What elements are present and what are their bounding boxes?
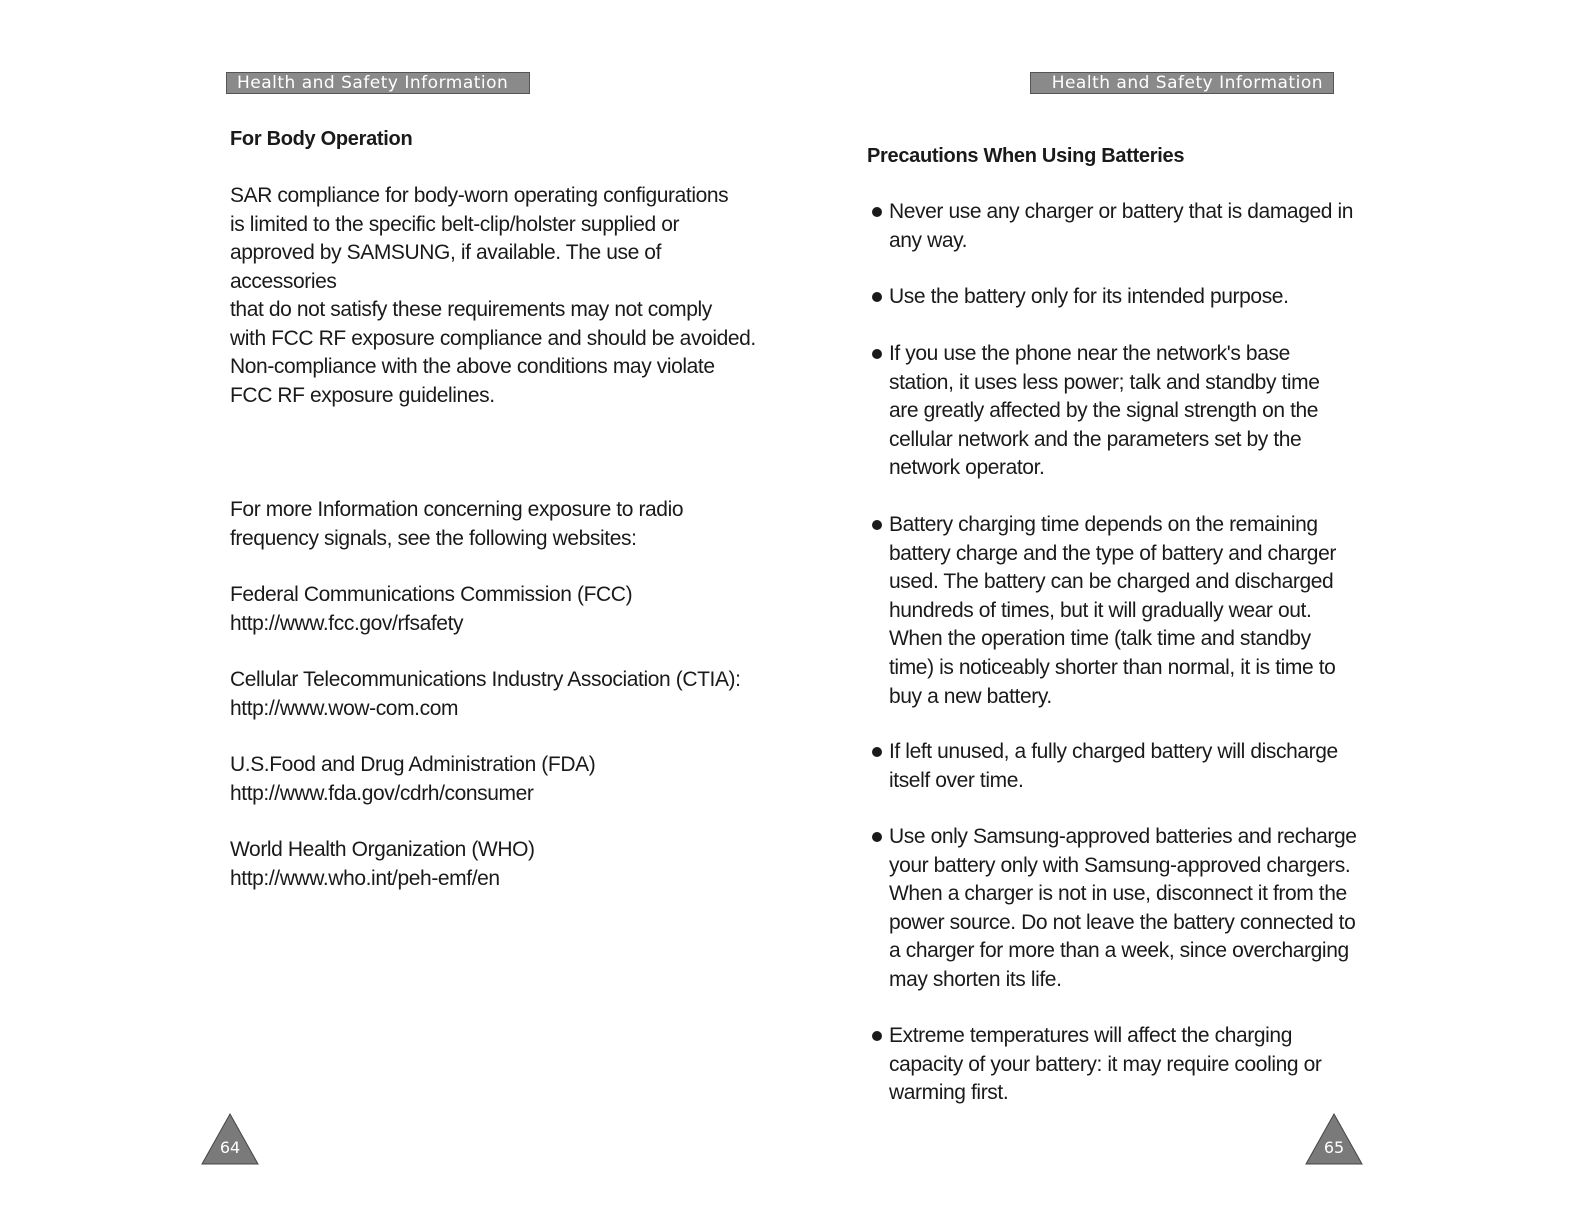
resource-name: Federal Communications Commission (FCC) — [230, 583, 633, 606]
bullet-icon — [872, 747, 882, 757]
page-number: 64 — [219, 1138, 241, 1157]
resource-name: World Health Organization (WHO) — [230, 838, 535, 861]
list-item-text: Use the battery only for its intended purpose. — [889, 285, 1289, 308]
more-info-paragraph: For more Information concerning exposure to radio frequency signals, see the following websites: — [230, 498, 684, 550]
list-item-text: If left unused, a fully charged battery will discharge itself over time. — [889, 740, 1338, 792]
bullet-icon — [872, 832, 882, 842]
right-page — [789, 0, 1578, 1221]
bullet-icon — [872, 349, 882, 359]
resource-url-link[interactable]: http://www.fda.gov/cdrh/consumer — [230, 781, 534, 805]
list-item-text: Extreme temperatures will affect the charging capacity of your battery: it may require cooling or warming first. — [889, 1024, 1322, 1105]
non-compliance-paragraph: Non-compliance with the above conditions may violate FCC RF exposure guidelines. — [230, 355, 715, 407]
resource-url-link[interactable]: http://www.fcc.gov/rfsafety — [230, 611, 464, 635]
list-item-text: Battery charging time depends on the remaining battery charge and the type of battery and charger used. The battery can be charged and discharged hundreds of times, but it will gradually wear out. When the operation time (talk time and standby time) is noticeably shorter than normal, it is time to buy a new battery. — [889, 513, 1336, 708]
section-header-tab: Health and Safety Information — [226, 72, 530, 94]
bullet-icon — [872, 292, 882, 302]
section-heading: For Body Operation — [230, 128, 413, 150]
resource-item — [230, 751, 595, 808]
bullet-icon — [872, 520, 882, 530]
resource-url-link[interactable]: http://www.who.int/peh-emf/en — [230, 866, 500, 890]
resource-name: U.S.Food and Drug Administration (FDA) — [230, 753, 596, 776]
section-header-tab: Health and Safety Information — [1030, 72, 1334, 94]
page-number-badge — [1304, 1112, 1364, 1166]
list-item-text: If you use the phone near the network's base station, it uses less power; talk and standby time are greatly affected by the signal strength on the cellular network and the parameters set by the network operator. — [889, 342, 1320, 480]
bullet-icon — [872, 207, 882, 217]
page-number-badge — [200, 1112, 260, 1166]
resource-item — [230, 836, 535, 893]
resource-name: Cellular Telecommunications Industry Association (CTIA): — [230, 668, 741, 691]
resource-item — [230, 581, 632, 638]
section-heading: Precautions When Using Batteries — [867, 145, 1185, 167]
resource-item — [230, 666, 741, 723]
list-item-text: Use only Samsung-approved batteries and recharge your battery only with Samsung-approved chargers. When a charger is not in use, disconnect it from the power source. Do not leave the battery connected to a charger for more than a week, since overcharging may shorten its life. — [889, 825, 1357, 991]
resource-url-link[interactable]: http://www.wow-com.com — [230, 696, 459, 720]
list-item-text: Never use any charger or battery that is damaged in any way. — [889, 200, 1354, 252]
sar-compliance-paragraph: SAR compliance for body-worn operating configurations is limited to the specific belt-clip/holster supplied or approved by SAMSUNG, if available. The use of accessories that do not satisfy these requirements may not comply with FCC RF exposure compliance and should be avoided. — [230, 184, 756, 350]
page-number: 65 — [1323, 1138, 1345, 1157]
bullet-icon — [872, 1031, 882, 1041]
